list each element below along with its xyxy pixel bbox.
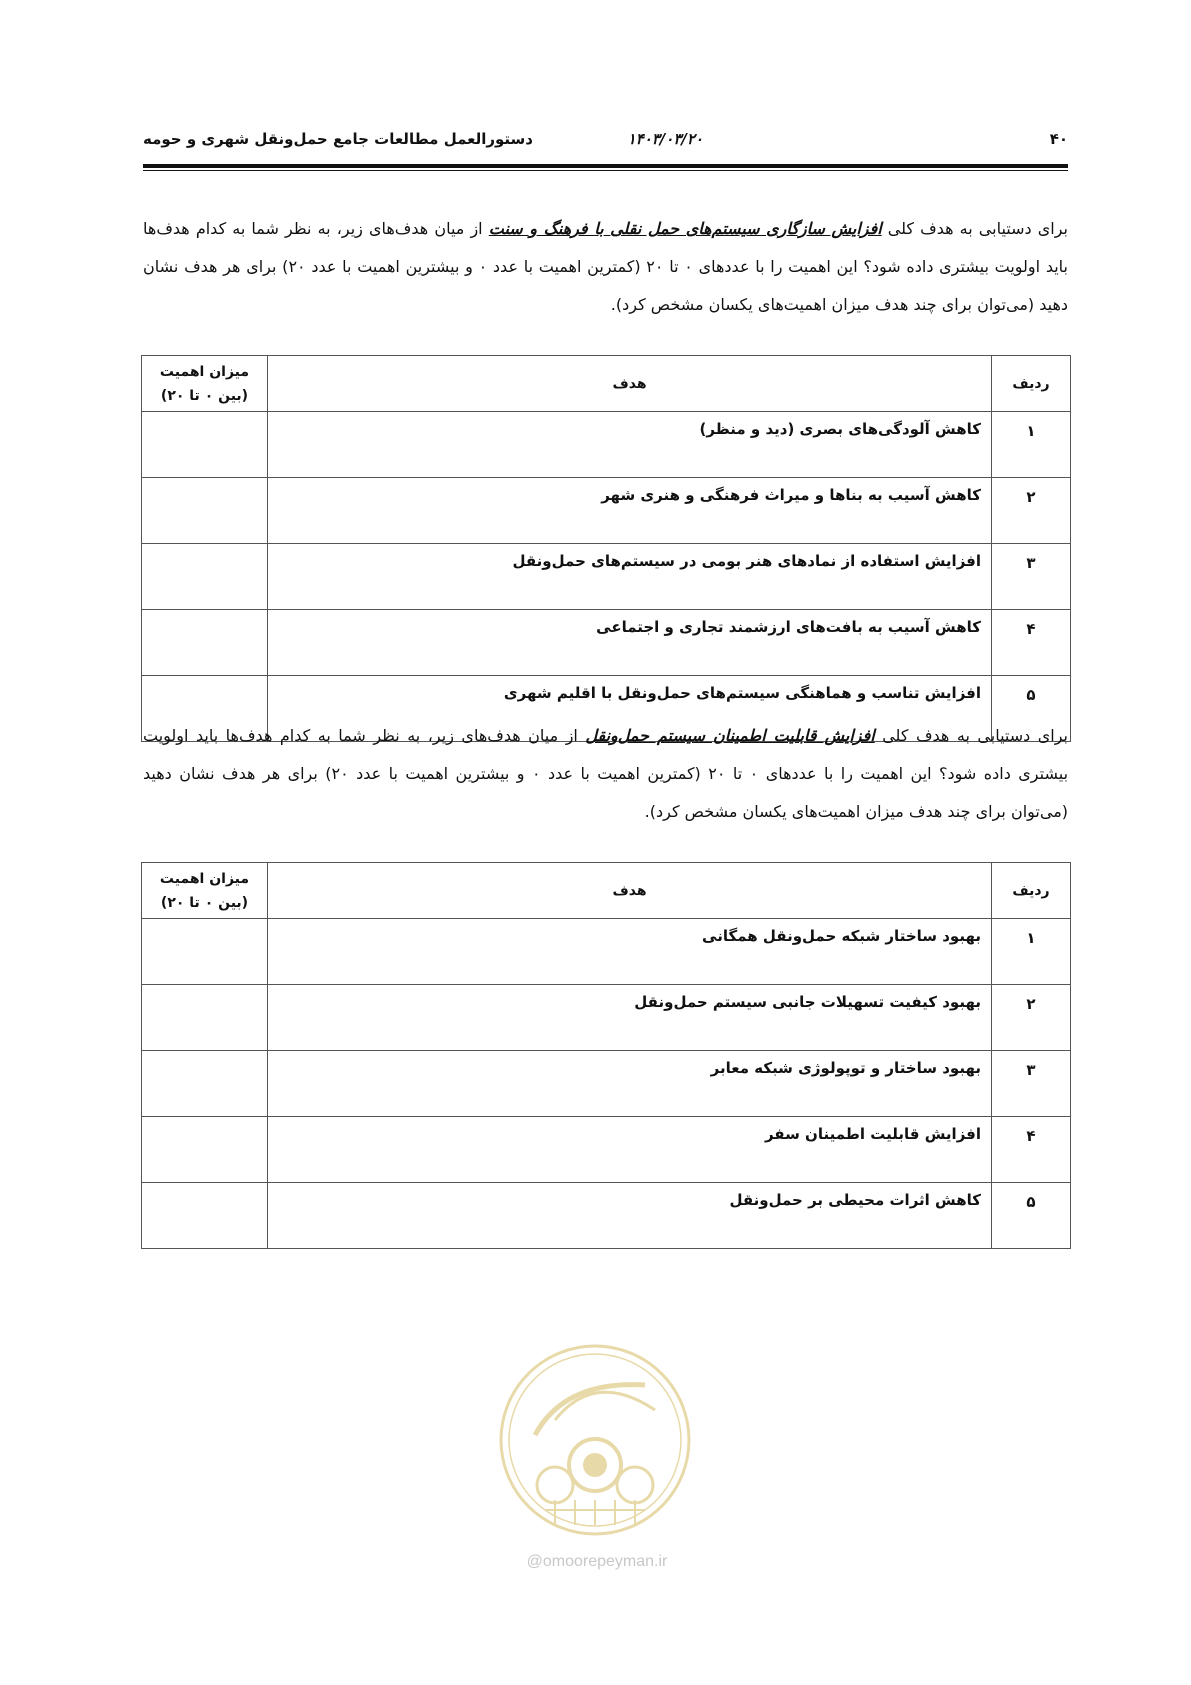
importance-input-cell[interactable] xyxy=(142,1051,268,1117)
importance-input-cell[interactable] xyxy=(142,610,268,676)
header-date: ۱۴۰۳/۰۳/۲۰ xyxy=(627,130,703,148)
section2-intro-before: برای دستیابی به هدف کلی xyxy=(874,726,1069,745)
header-importance-label: میزان اهمیت xyxy=(159,870,250,887)
header-goal: هدف xyxy=(268,863,992,919)
watermark-seal-logo xyxy=(495,1340,695,1540)
row-number: ۴ xyxy=(992,610,1071,676)
row-number: ۲ xyxy=(992,478,1071,544)
section1-table xyxy=(141,355,1071,742)
row-goal: کاهش آسیب به بافت‌های ارزشمند تجاری و اجتماعی xyxy=(268,610,992,676)
header-row-num: ردیف xyxy=(992,863,1071,919)
table-row xyxy=(142,1183,1071,1249)
row-number: ۲ xyxy=(992,985,1071,1051)
row-goal: بهبود ساختار شبکه حمل‌ونقل همگانی xyxy=(268,919,992,985)
header-rule-thick xyxy=(143,164,1068,168)
section2-intro-after: از میان هدف‌های زیر، به نظر شما به کدام هدف‌ها باید اولویت بیشتری داده شود؟ این اهمیت را با عددهای ۰ تا ۲۰ (کمترین اهمیت با عدد ۰ و بیشترین اهمیت با عدد ۲۰) برای هر هدف نشان دهید (می‌توان برای چند هدف میزان اهمیت‌های یکسان مشخص کرد). xyxy=(143,726,1069,821)
row-goal: بهبود کیفیت تسهیلات جانبی سیستم حمل‌ونقل xyxy=(268,985,992,1051)
table-row xyxy=(142,1117,1071,1183)
row-number: ۳ xyxy=(992,1051,1071,1117)
table-row xyxy=(142,1051,1071,1117)
section2-intro xyxy=(143,717,1068,831)
header-title: دستورالعمل مطالعات جامع حمل‌ونقل شهری و حومه xyxy=(143,130,533,148)
header-importance-range: (بین ۰ تا ۲۰) xyxy=(160,387,249,404)
header-importance-range: (بین ۰ تا ۲۰) xyxy=(160,894,249,911)
header-rule-thin xyxy=(143,170,1068,171)
importance-input-cell[interactable] xyxy=(142,544,268,610)
header-row-num: ردیف xyxy=(992,356,1071,412)
row-number: ۳ xyxy=(992,544,1071,610)
header-importance xyxy=(142,863,268,919)
table-row xyxy=(142,919,1071,985)
section2-goal-emphasis: افزایش قابلیت اطمینان سیستم حمل‌ونقل xyxy=(585,726,875,745)
row-number: ۵ xyxy=(992,676,1071,742)
importance-input-cell[interactable] xyxy=(142,1117,268,1183)
row-goal: افزایش قابلیت اطمینان سفر xyxy=(268,1117,992,1183)
importance-input-cell[interactable] xyxy=(142,1183,268,1249)
page-number: ۴۰ xyxy=(1049,130,1068,148)
table-row xyxy=(142,610,1071,676)
row-goal: کاهش آسیب به بناها و میراث فرهنگی و هنری شهر xyxy=(268,478,992,544)
row-goal: کاهش اثرات محیطی بر حمل‌ونقل xyxy=(268,1183,992,1249)
table-row xyxy=(142,544,1071,610)
table-header-row xyxy=(142,356,1071,412)
header-importance-label: میزان اهمیت xyxy=(159,363,250,380)
importance-input-cell[interactable] xyxy=(142,985,268,1051)
watermark-url: @omoorepeyman.ir xyxy=(526,1553,668,1570)
table-row xyxy=(142,985,1071,1051)
section1-intro-before: برای دستیابی به هدف کلی xyxy=(881,219,1069,238)
section1-intro xyxy=(143,210,1068,324)
page-header xyxy=(143,130,1068,156)
row-number: ۵ xyxy=(992,1183,1071,1249)
header-importance xyxy=(142,356,268,412)
table-row xyxy=(142,412,1071,478)
section2-table xyxy=(141,862,1071,1249)
table-row xyxy=(142,478,1071,544)
importance-input-cell[interactable] xyxy=(142,478,268,544)
row-goal: بهبود ساختار و توپولوژی شبکه معابر xyxy=(268,1051,992,1117)
header-goal: هدف xyxy=(268,356,992,412)
table-header-row xyxy=(142,863,1071,919)
importance-input-cell[interactable] xyxy=(142,412,268,478)
row-goal: کاهش آلودگی‌های بصری (دید و منظر) xyxy=(268,412,992,478)
row-goal: افزایش استفاده از نمادهای هنر بومی در سیستم‌های حمل‌ونقل xyxy=(268,544,992,610)
row-number: ۱ xyxy=(992,412,1071,478)
section1-intro-after: از میان هدف‌های زیر، به نظر شما به کدام هدف‌ها باید اولویت بیشتری داده شود؟ این اهمیت را با عددهای ۰ تا ۲۰ (کمترین اهمیت با عدد ۰ و بیشترین اهمیت با عدد ۲۰) برای هر هدف نشان دهید (می‌توان برای چند هدف میزان اهمیت‌های یکسان مشخص کرد). xyxy=(143,219,1069,314)
importance-input-cell[interactable] xyxy=(142,919,268,985)
row-number: ۱ xyxy=(992,919,1071,985)
row-goal: افزایش تناسب و هماهنگی سیستم‌های حمل‌ونقل با اقلیم شهری xyxy=(268,676,992,742)
section1-goal-emphasis: افزایش سازگاری سیستم‌های حمل نقلی با فرهنگ و سنت xyxy=(488,219,882,238)
row-number: ۴ xyxy=(992,1117,1071,1183)
